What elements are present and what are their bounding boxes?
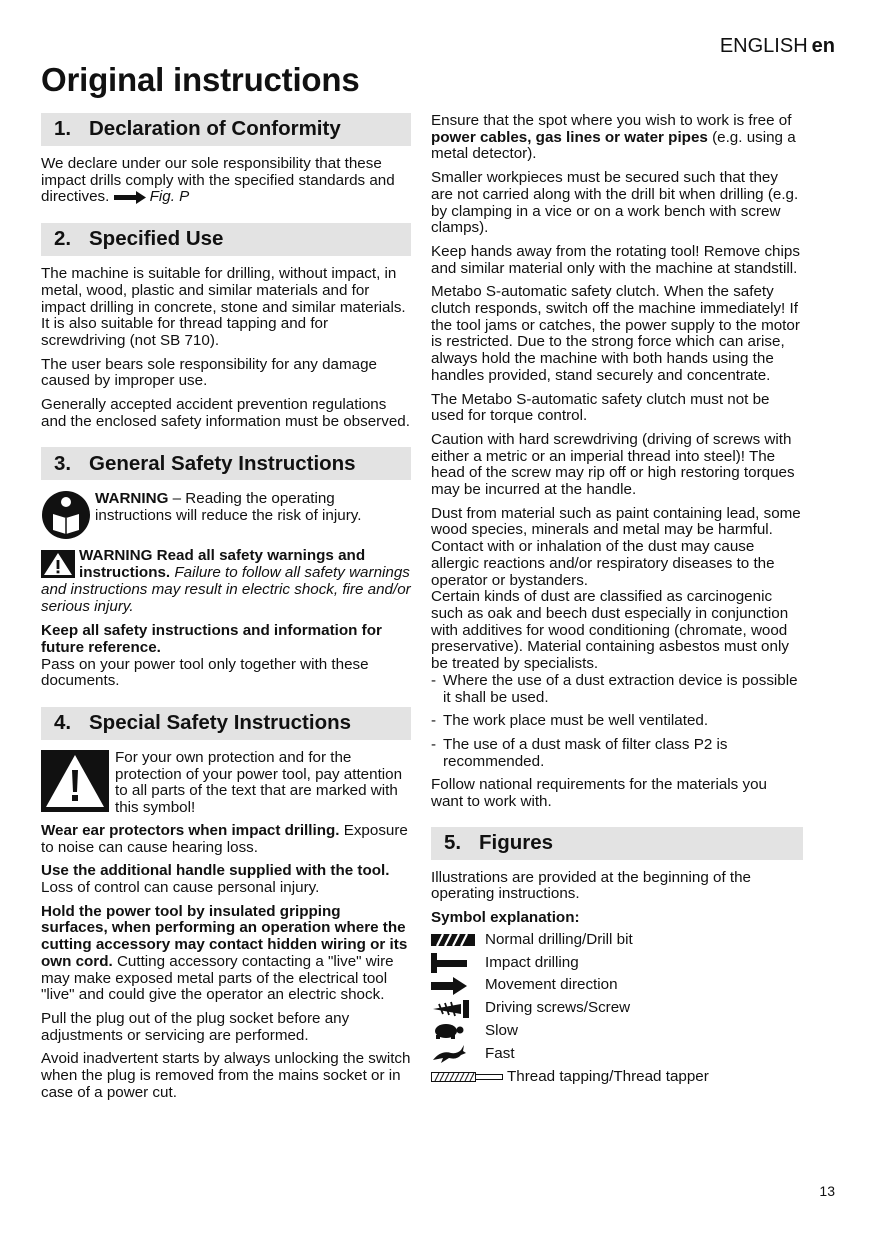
right-column [431, 113, 803, 1088]
symbol-row: Thread tapping/Thread tapper [431, 1066, 803, 1089]
figure-reference: Fig. P [149, 188, 190, 206]
symbol-list [431, 929, 803, 1089]
declaration-text: We declare under our sole responsibility that these impact drills comply with the specified standards and directives. Fig. P [41, 155, 395, 206]
language-label [720, 35, 835, 58]
list-item: - The work place must be well ventilated. [431, 712, 709, 730]
warning-icon [41, 550, 75, 578]
regulations-text: Generally accepted accident prevention regulations and the enclosed safety information must be observed. [41, 396, 410, 430]
national-requirements: Follow national requirements for the materials you want to work with. [431, 776, 767, 811]
arrow-right-icon [431, 977, 467, 995]
section-heading-5: 5. Figures [431, 827, 803, 860]
page-title: Original instructions [41, 61, 360, 98]
figures-text: Illustrations are provided at the beginning of the operating instructions. [431, 868, 751, 903]
large-warning-icon [41, 750, 109, 812]
section-heading-3: 3. General Safety Instructions [41, 447, 411, 480]
ear-protection: Wear ear protectors when impact drilling. Exposure to noise can cause hearing loss. [41, 821, 408, 856]
section-heading-2: 2. Specified Use [41, 223, 411, 256]
turtle-icon [431, 1022, 465, 1040]
responsibility-text: The user bears sole responsibility for any damage caused by improper use. [41, 355, 377, 390]
carcinogenic-dust: Certain kinds of dust are classified as carcinogenic such as oak and beech dust especially in conjunction with additives for wood conditioning (chromate, wood preservative). Material containing asbestos must only be treated by specialists. [431, 588, 789, 673]
arrow-right-icon [114, 191, 146, 204]
safety-clutch-torque: The Metabo S-automatic safety clutch must not be used for torque control. [431, 390, 770, 425]
smaller-workpieces: Smaller workpieces must be secured such that they are not carried along with the drill bit when drilling (e.g. by clamping in a vice or on a work bench with screw clamps). [431, 169, 799, 237]
section-heading-4: 4. Special Safety Instructions [41, 707, 411, 740]
ensure-text: Ensure that the spot where you wish to work is free of power cables, gas lines or water pipes (e.g. using a metal detector). [431, 112, 796, 163]
safety-warning: WARNING Read all safety warnings and instructions. Failure to follow all safety warnings and instructions may result in electric shock, fire and/or serious injury. [41, 547, 411, 615]
avoid-starts: Avoid inadvertent starts by always unlocking the switch when the plug is removed from the mains socket or in case of a power cut. [41, 1050, 411, 1101]
drill-bit-icon [431, 933, 475, 947]
screw-icon [431, 1000, 471, 1018]
page-number: 13 [819, 1183, 835, 1199]
read-manual-icon [41, 490, 91, 540]
dust-hazard: Dust from material such as paint containing lead, some wood species, minerals and metal may be harmful. Contact with or inhalation of the dust may cause allergic reactions and/or respiratory diseases to the operator or bystanders. [431, 504, 801, 589]
symbol-row: Normal drilling/Drill bit [431, 929, 803, 952]
language-name: ENGLISH [719, 35, 808, 57]
keep-instructions: Keep all safety instructions and information for future reference. Pass on your power tool only together with these documents. [41, 622, 382, 690]
language-code: en [811, 35, 835, 57]
pull-plug: Pull the plug out of the plug socket before any adjustments or servicing are performed. [41, 1009, 350, 1044]
symbol-row: Impact drilling [431, 952, 803, 975]
symbol-row: Slow [431, 1020, 803, 1043]
thread-tapper-icon [431, 1071, 503, 1083]
symbol-row: Driving screws/Screw [431, 997, 803, 1020]
dust-bullets [431, 673, 803, 771]
section-heading-1: 1. Declaration of Conformity [41, 113, 411, 146]
special-safety-intro: For your own protection and for the protection of your power tool, pay attention to all parts of the text that are marked with this symbol! [41, 750, 411, 817]
impact-drilling-icon [431, 953, 467, 973]
list-item: - Where the use of a dust extraction device is possible it shall be used. [431, 671, 798, 706]
insulated-grip: Hold the power tool by insulated gripping surfaces, when performing an operation where the cutting accessory may contact hidden wiring or its own cord. Cutting accessory contacting a "live" wire may make exposed metal parts of the electrical tool "live" and could give the operator an electric shock. [41, 902, 408, 1004]
keep-hands-away: Keep hands away from the rotating tool! Remove chips and similar material only with the machine at standstill. [431, 242, 800, 277]
safety-clutch: Metabo S-automatic safety clutch. When the safety clutch responds, switch off the machine immediately! If the tool jams or catches, the power supply to the motor is restricted. Due to the strong force which can arise, always hold the machine with both hands using the handles provided, stand securely and concentrate. [431, 283, 800, 384]
read-manual-warning: WARNING – Reading the operating instructions will reduce the risk of injury. [41, 490, 411, 540]
symbol-heading: Symbol explanation: [431, 909, 580, 927]
list-item: - The use of a dust mask of filter class P2 is recommended. [431, 735, 728, 770]
hard-screwdriving: Caution with hard screwdriving (driving of screws with either a metric or an imperial thread into steel)! The head of the screw may rip off or high restoring torques may be incurred at the handle. [431, 430, 795, 499]
additional-handle: Use the additional handle supplied with the tool. Loss of control can cause personal injury. [41, 862, 390, 896]
left-column [41, 113, 411, 1108]
symbol-row: Fast [431, 1043, 803, 1066]
specified-use-text: The machine is suitable for drilling, without impact, in metal, wood, plastic and similar materials and for impact drilling in concrete, stone and similar materials. It is also suitable for thread tapping and for screwdriving (not SB 710). [41, 265, 406, 349]
hare-icon [431, 1044, 467, 1064]
symbol-row: Movement direction [431, 974, 803, 997]
